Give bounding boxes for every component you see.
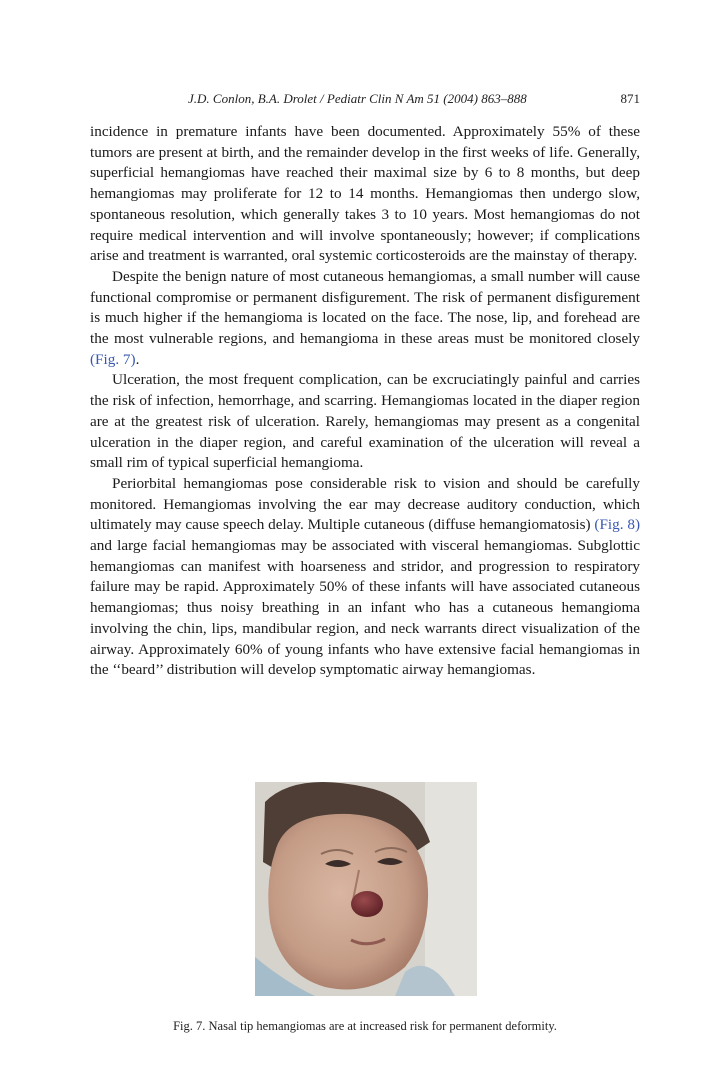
- paragraph-2-text: Despite the benign nature of most cutaneous hemangiomas, a small number will cause functional compromise or permanent disfigurement. The risk of permanent disfigurement is much higher if the hemangioma is located on the face. The nose, lip, and forehead are the most vulnerable regions, and hemangioma in these areas must be monitored closely: [90, 267, 640, 348]
- body-text: [90, 122, 640, 681]
- figure-7-caption: Fig. 7. Nasal tip hemangiomas are at increased risk for permanent deformity.: [173, 1019, 557, 1033]
- infant-face: [268, 814, 428, 990]
- paragraph-3: Ulceration, the most frequent complication, can be excruciatingly painful and carries the risk of infection, hemorrhage, and scarring. Hemangiomas located in the diaper region are at the greatest risk of ulceration. Rarely, hemangiomas may present as a congenital ulceration in the diaper region, and careful examination of the ulceration will reveal a small rim of typical superficial hemangioma.: [90, 371, 640, 472]
- infant-photo-illustration: [255, 782, 477, 996]
- figure-8-link[interactable]: (Fig. 8): [594, 516, 641, 534]
- figure-7-link[interactable]: (Fig. 7): [90, 350, 136, 368]
- photo-background-right: [425, 782, 477, 996]
- running-head: [188, 91, 640, 111]
- paragraph-4: [90, 474, 640, 681]
- running-title: J.D. Conlon, B.A. Drolet / Pediatr Clin N Am 51 (2004) 863–888: [188, 91, 527, 106]
- paragraph-4-end: and large facial hemangiomas may be associated with visceral hemangiomas. Subglottic hemangiomas can manifest with hoarseness and stridor, and progression to respiratory failure may be rapid. Approximately 50% of these infants will have associated cutaneous hemangiomas; thus noisy breathing in an infant who has a cutaneous hemangioma involving the chin, lips, mandibular region, and neck warrants direct visualization of the airway. Approximately 60% of young infants who have extensive facial hemangiomas in the ‘‘beard’’ distribution will develop symptomatic airway hemangiomas.: [90, 537, 640, 679]
- paragraph-4-text: Periorbital hemangiomas pose considerable risk to vision and should be carefully monitored. Hemangiomas involving the ear may decrease auditory conduction, which ultimately may cause speech delay. Multiple cutaneous (diffuse hemangiomatosis): [90, 474, 640, 534]
- paragraph-2: [90, 267, 640, 371]
- paragraph-2-end: .: [135, 350, 140, 368]
- nasal-tip-hemangioma: [351, 891, 383, 917]
- page-number: 871: [620, 91, 640, 106]
- paragraph-1: incidence in premature infants have been documented. Approximately 55% of these tumors are present at birth, and the remainder develop in the first weeks of life. Generally, superficial hemangiomas have reached their maximal size by 6 to 8 months, but deep hemangiomas may proliferate for 12 to 14 months. Hemangiomas then undergo slow, spontaneous resolution, which generally takes 3 to 10 years. Most hemangiomas do not require medical intervention and will involve spontaneously; however; if complications arise and treatment is warranted, oral systemic corticosteroids are the mainstay of therapy.: [90, 123, 640, 265]
- figure-7-photo: [255, 782, 477, 996]
